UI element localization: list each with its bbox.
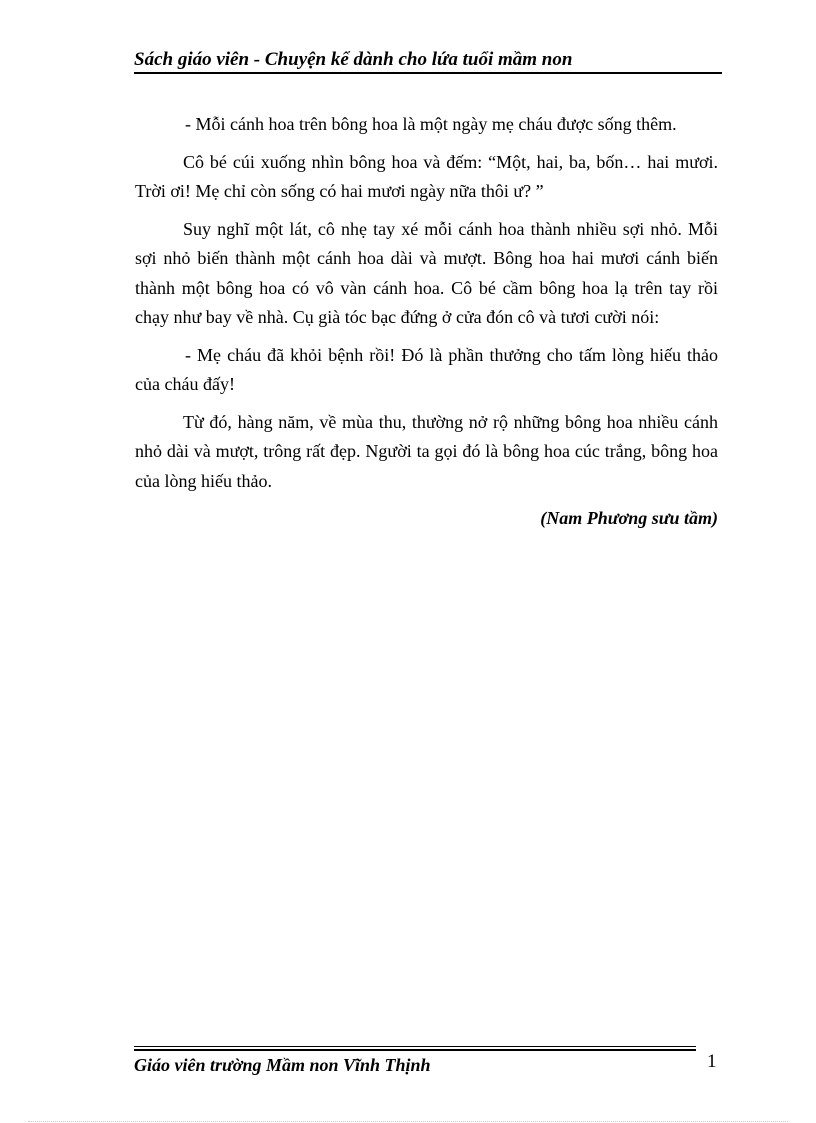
- page-bottom-edge: [28, 1121, 788, 1122]
- footer-rule-thin: [134, 1046, 696, 1047]
- paragraph-dialog-1: - Mỗi cánh hoa trên bông hoa là một ngày mẹ cháu được sống thêm.: [185, 114, 677, 134]
- paragraph-ending: Từ đó, hàng năm, về mùa thu, thường nở rộ những bông hoa nhiều cánh nhỏ dài và mượt, trông rất đẹp. Người ta gọi đó là bông hoa cúc trắng, bông hoa của lòng hiếu thảo.: [135, 411, 718, 491]
- header-title: Sách giáo viên - Chuyện kể dành cho lứa tuổi mầm non: [134, 49, 573, 70]
- header-rule: [134, 72, 722, 74]
- footer-title: Giáo viên trường Mầm non Vĩnh Thịnh: [134, 1055, 431, 1075]
- source-signature: (Nam Phương sưu tầm): [540, 508, 718, 528]
- paragraph-thinking: Suy nghĩ một lát, cô nhẹ tay xé mỗi cánh hoa thành nhiều sợi nhỏ. Mỗi sợi nhỏ biến thành một cánh hoa dài và mượt. Bông hoa hai mươi cánh biến thành một bông hoa có vô vàn cánh hoa. Cô bé cầm bông hoa lạ trên tay rồi chạy như bay về nhà. Cụ già tóc bạc đứng ở cửa đón cô và tươi cười nói:: [135, 218, 718, 327]
- page-number: 1: [707, 1051, 717, 1072]
- footer-rule-thick: [134, 1049, 696, 1051]
- paragraph-counting: Cô bé cúi xuống nhìn bông hoa và đếm: “Một, hai, ba, bốn… hai mươi. Trời ơi! Mẹ chỉ còn sống có hai mươi ngày nữa thôi ư? ”: [135, 151, 718, 201]
- paragraph-dialog-2: - Mẹ cháu đã khỏi bệnh rồi! Đó là phần thưởng cho tấm lòng hiếu thảo của cháu đấy!: [135, 344, 718, 394]
- story-body: [135, 110, 718, 542]
